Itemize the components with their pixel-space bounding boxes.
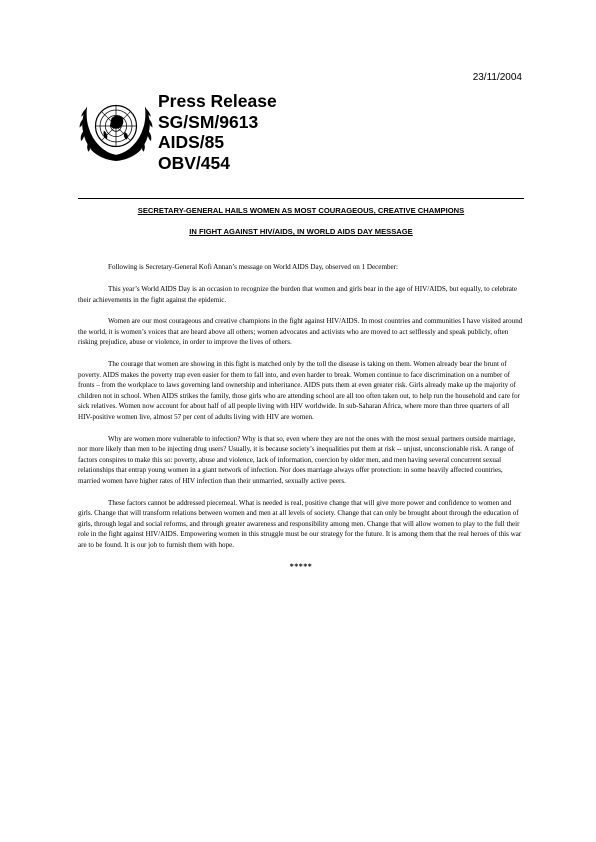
header-divider [78, 198, 524, 199]
body-paragraph: The courage that women are showing in this fight is matched only by the toll the disease is taking on them. Women already bear the brunt of poverty. AIDS makes the poverty trap even easier for them to fall into, and even harder to break. Women continue to face discrimination on a number of fronts – from the workplace to laws governing land ownership and inheritance. AIDS puts them at even greater risk. Girls already make up the majority of children not in school. When AIDS strikes the family, those girls who are attending school are all too often taken out, to help run the household and care for sick relatives. Women now account for about half of all people living with HIV worldwide. In sub-Saharan Africa, where more than three quarters of all HIV-positive women live, almost 57 per cent of adults living with HIV are women. [78, 360, 521, 422]
body-paragraph: These factors cannot be addressed piecemeal. What is needed is real, positive change that will give more power and confidence to women and girls. Change that will transform relations between women and men at all levels of society. Change that can only be brought about through the education of girls, through legal and social reforms, and through greater awareness and responsibility among men. Change that will allow women to play to the full their role in the fight against HIV/AIDS. Empowering women in this struggle must be our strategy for the future. It is among them that the real heroes of this war are to be found. It is our job to furnish them with hope. [78, 498, 522, 549]
document-symbol-aids: AIDS/85 [158, 132, 225, 152]
body-paragraph: Why are women more vulnerable to infection? Why is that so, even where they are not the ones with the most sexual partners outside marriage, nor more likely than men to be injecting drug users? Usually, it is because society’s inequalities put them at risk -- unjust, unconscionable risk. A range of factors conspires to make this so: poverty, abuse and violence, lack of information, coercion by older men, and men having several concurrent sexual relationships that entrap young women in a giant network of infection. Nor does marriage always offer protection: in some heavily affected countries, married women have higher rates of HIV infection than their unmarried, sexually active peers. [78, 434, 516, 485]
body-paragraph: This year’s World AIDS Day is an occasion to recognize the burden that women and girls bear in the age of HIV/AIDS, but equally, to celebrate their achievements in the fight against the epidemic. [78, 285, 518, 304]
release-date: 23/11/2004 [472, 72, 522, 83]
headline-line-1: SECRETARY-GENERAL HAILS WOMEN AS MOST COURAGEOUS, CREATIVE CHAMPIONS [137, 206, 465, 215]
press-release-title [158, 91, 277, 173]
body-paragraph: Women are our most courageous and creative champions in the fight against HIV/AIDS. In most countries and communities I have visited around the world, it is women’s voices that are heard above all others; women advocates and activists who are moved to act selflessly and speak publicly, often risking prejudice, abuse or violence, in order to improve the lives of others. [78, 317, 523, 347]
press-release-label: Press Release [158, 91, 277, 111]
intro-paragraph: Following is Secretary-General Kofi Annan’s message on World AIDS Day, observed on 1 December: [108, 263, 399, 271]
document-symbol-obv: OBV/454 [158, 152, 230, 173]
document-symbol-sgsm: SG/SM/9613 [158, 111, 259, 132]
end-mark: ***** [289, 561, 313, 571]
un-emblem-icon [78, 88, 154, 164]
headline-line-2: IN FIGHT AGAINST HIV/AIDS, IN WORLD AIDS DAY MESSAGE [189, 227, 413, 236]
message-body [78, 262, 524, 572]
